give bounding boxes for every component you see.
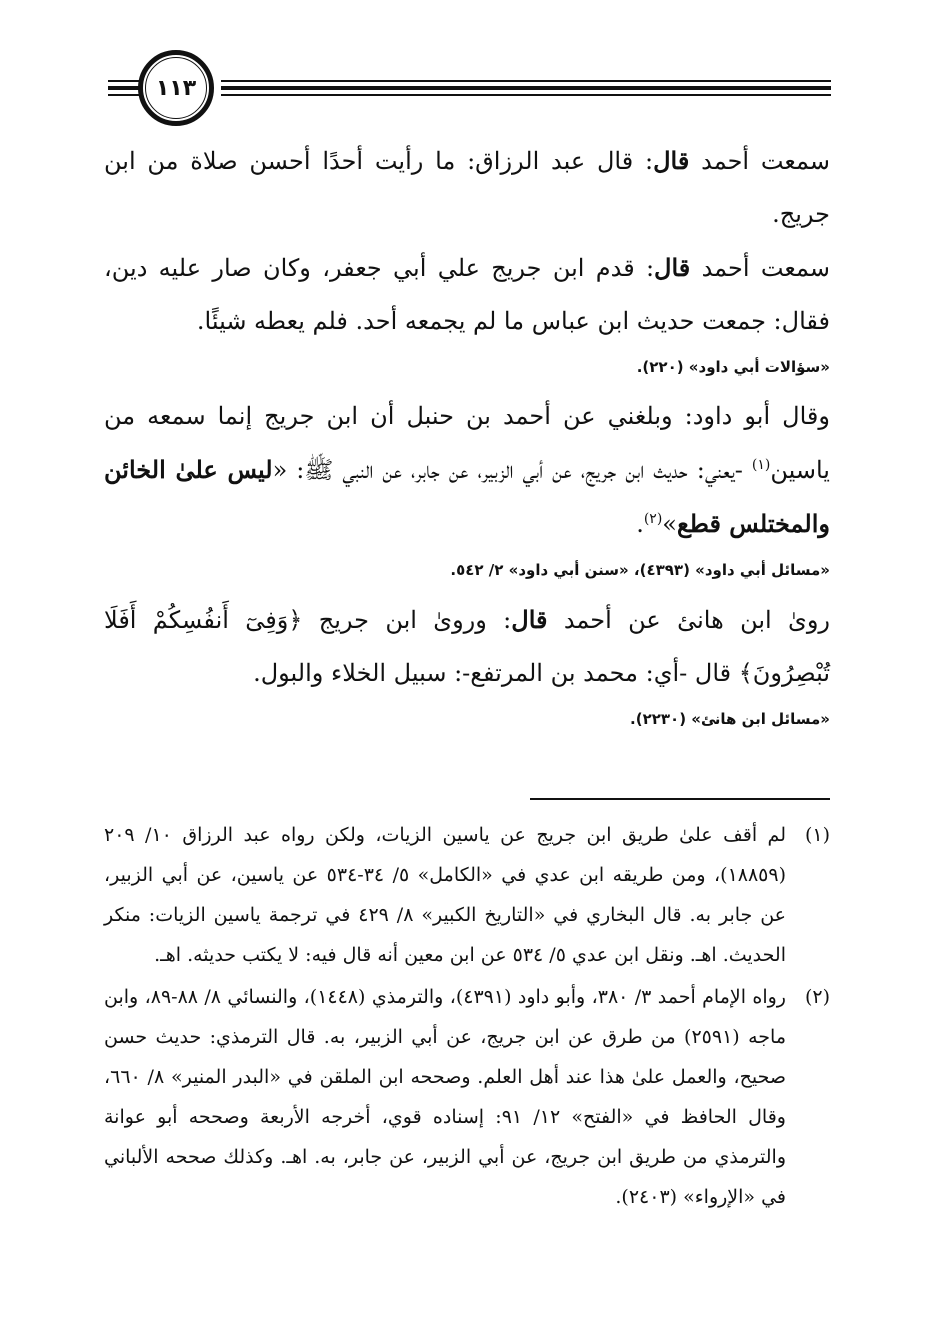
- paragraph-3-text-d: .: [636, 510, 644, 538]
- footnote-2: [104, 977, 830, 1217]
- paragraph-4-lead: روىٰ ابن هانئ عن أحمد: [547, 606, 830, 634]
- paragraph-4-text: : وروىٰ ابن جريج ﴿وَفِىٓ أَنفُسِكُمْ أَفَلَا تُبْصِرُونَ﴾ قال -أي: محمد بن المرتفع-: سبيل الخلاء والبول.: [104, 606, 830, 687]
- paragraph-3-text-c: »: [662, 510, 677, 538]
- footnote-1-number: (١): [804, 824, 830, 846]
- paragraph-2-text: : قدم ابن جريج علي أبي جعفر، وكان صار عليه دين، فقال: جمعت حديث ابن عباس ما لم يجمعه أحد. فلم يعطه شيئًا.: [104, 254, 830, 335]
- footnote-marker-1[interactable]: (١): [751, 457, 771, 473]
- header-rule-top: [221, 80, 831, 82]
- paragraph-4-bold: قال: [511, 605, 548, 634]
- main-text: [104, 134, 830, 742]
- header-rule-middle: [221, 86, 831, 90]
- footnote-2-number: (٢): [804, 986, 830, 1008]
- footnotes: [104, 815, 830, 1219]
- footnote-1: [104, 815, 830, 975]
- header-rule-bottom: [221, 94, 831, 96]
- page-number: ١١٣: [145, 57, 207, 119]
- page-header: [0, 0, 939, 140]
- paragraph-4: [104, 593, 830, 700]
- paragraph-2-bold: قال: [654, 253, 691, 282]
- source-citation-1: «سؤالات أبي داود» (٢٢٠).: [636, 358, 830, 376]
- paragraph-2: [104, 241, 830, 348]
- paragraph-2-lead: سمعت أحمد: [690, 254, 830, 282]
- paragraph-1-text: : قال عبد الرزاق: ما رأيت أحدًا أحسن صلاة من ابن جريج.: [104, 147, 830, 228]
- paragraph-3-text-a: وقال أبو داود: وبلغني عن أحمد بن حنبل أن ابن جريج إنما سمعه من ياسين: [104, 402, 830, 484]
- footnote-separator: [530, 798, 830, 800]
- paragraph-3: [104, 390, 830, 551]
- paragraph-1-lead: سمعت أحمد: [689, 147, 830, 175]
- footnote-marker-2[interactable]: (٢): [643, 511, 663, 527]
- footnote-2-text: رواه الإمام أحمد ٣/ ٣٨٠، وأبو داود (٤٣٩١)، والترمذي (١٤٤٨)، والنسائي ٨/ ٨٨-٨٩، وابن ماجه (٢٥٩١) من طرق عن ابن جريج، عن أبي الزبير، به. قال الترمذي: حديث حسن صحيح، والعمل علىٰ هذا عند أهل العلم. وصححه ابن الملقن في «البدر المنير» ٨/ ٦٦٠، وقال الحافظ في «الفتح» ١٢/ ٩١: إسناده قوي، أخرجه الأربعة وصححه أبو عوانة والترمذي من طريق ابن جريج، عن أبي الزبير، عن جابر، به. اهـ. وكذلك صححه الألباني في «الإرواء» (٢٤٠٣).: [104, 986, 786, 1208]
- source-citation-3: «مسائل ابن هانئ» (٢٢٣٠).: [630, 710, 830, 728]
- source-citation-2: «مسائل أبي داود» (٤٣٩٣)، «سنن أبي داود» ٢/ ٥٤٢.: [450, 561, 830, 579]
- footnote-1-text: لم أقف علىٰ طريق ابن جريج عن ياسين الزيات، ولكن رواه عبد الرزاق ١٠/ ٢٠٩ (١٨٨٥٩)، ومن طريقه ابن عدي في «الكامل» ٥/ ٣٤-٥٣٤ عن ياسين، عن أبي الزبير، عن جابر به. قال البخاري في «التاريخ الكبير» ٨/ ٤٢٩ في ترجمة ياسين الزيات: منكر الحديث. اهـ. ونقل ابن عدي ٥/ ٥٣٤ عن ابن معين أنه قال فيه: لا يكتب حديثه. اهـ.: [104, 824, 787, 966]
- hadith-quote: ليس علىٰ الخائن والمختلس قطع: [104, 455, 830, 538]
- page-number-badge: [138, 50, 214, 126]
- paragraph-1: [104, 134, 830, 241]
- paragraph-1-bold: قال: [653, 146, 690, 175]
- paragraph-3-text-b: -يعني: حديث ابن جريج، عن أبي الزبير، عن جابر، عن النبي ﷺ: «: [272, 456, 752, 484]
